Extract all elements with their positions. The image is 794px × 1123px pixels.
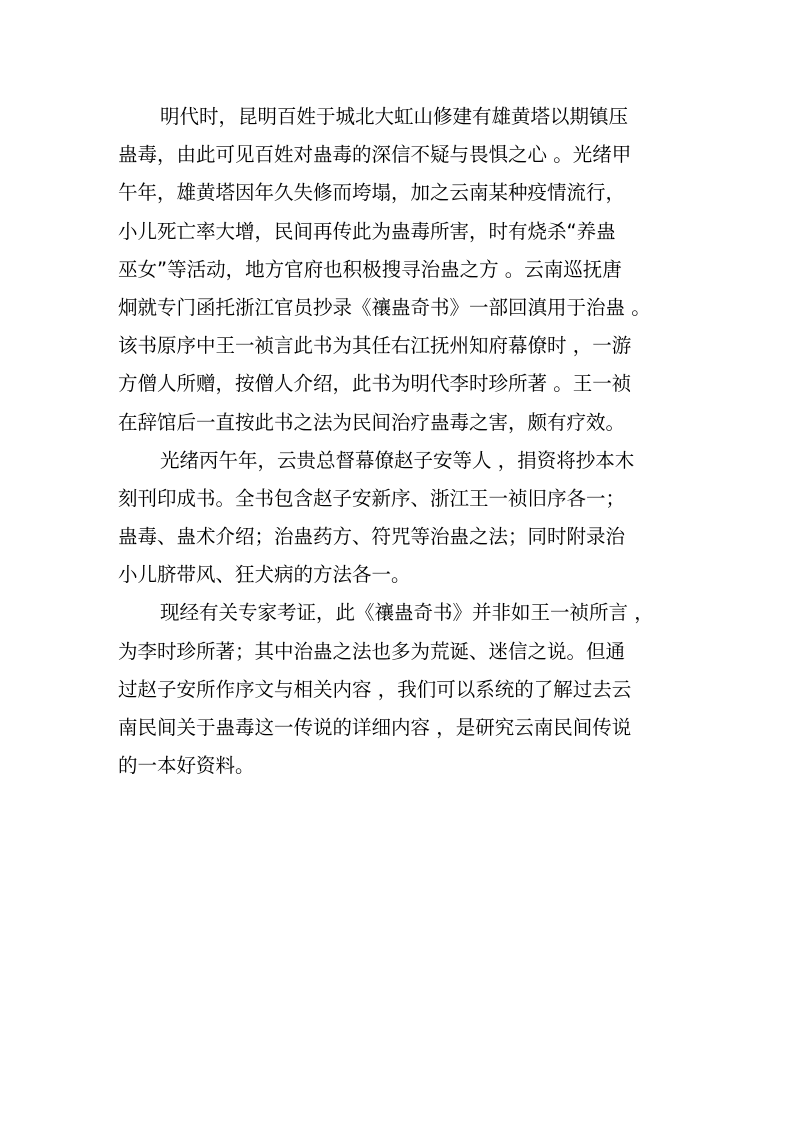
- paragraph-1: [118, 98, 693, 442]
- text-line: 小儿脐带风、狂犬病的方法各一。: [118, 563, 411, 587]
- text-line: 的一本好资料。: [118, 754, 255, 778]
- text-line: 炯就专门函托浙江官员抄录《禳蛊奇书》一部回滇用于治蛊 。: [118, 295, 651, 319]
- text-line: 南民间关于蛊毒这一传说的详细内容 ，是研究云南民间传说: [118, 716, 632, 739]
- text-line: 方僧人所赠，按僧人介绍，此书为明代李时珍所著 。王一祯: [118, 372, 632, 396]
- text-line: 在辞馆后一直按此书之法为民间治疗蛊毒之害，颇有疗效。: [118, 410, 626, 434]
- text-line: 光绪丙午年，云贵总督幕僚赵子安等人 ，捐资将抄本木: [160, 448, 635, 472]
- text-line: 刻刊印成书。全书包含赵子安新序、浙江王一祯旧序各一；: [118, 486, 626, 510]
- text-line: 蛊毒、蛊术介绍；治蛊药方、符咒等治蛊之法；同时附录治: [118, 525, 626, 549]
- text-line: 蛊毒，由此可见百姓对蛊毒的深信不疑与畏惧之心 。光绪甲: [118, 143, 632, 167]
- text-line: 为李时珍所著；其中治蛊之法也多为荒诞、迷信之说。但通: [118, 639, 626, 663]
- document-body: [118, 98, 693, 785]
- text-line: 过赵子安所作序文与相关内容 ，我们可以系统的了解过去云: [118, 677, 632, 701]
- paragraph-3: [118, 594, 693, 785]
- text-line: 该书原序中王一祯言此书为其任右江抚州知府幕僚时 ，一游: [118, 334, 632, 358]
- text-line: 巫女”等活动，地方官府也积极搜寻治蛊之方 。云南巡抚唐: [118, 257, 622, 281]
- text-line: 小儿死亡率大增，民间再传此为蛊毒所害，时有烧杀“养蛊: [118, 219, 616, 243]
- text-line: 午年，雄黄塔因年久失修而垮塌，加之云南某种疫情流行，: [118, 181, 626, 205]
- text-line: 现经有关专家考证，此《禳蛊奇书》并非如王一祯所言 ，: [160, 601, 654, 625]
- text-line: 明代时，昆明百姓于城北大虹山修建有雄黄塔以期镇压: [160, 105, 629, 128]
- paragraph-2: [118, 442, 693, 595]
